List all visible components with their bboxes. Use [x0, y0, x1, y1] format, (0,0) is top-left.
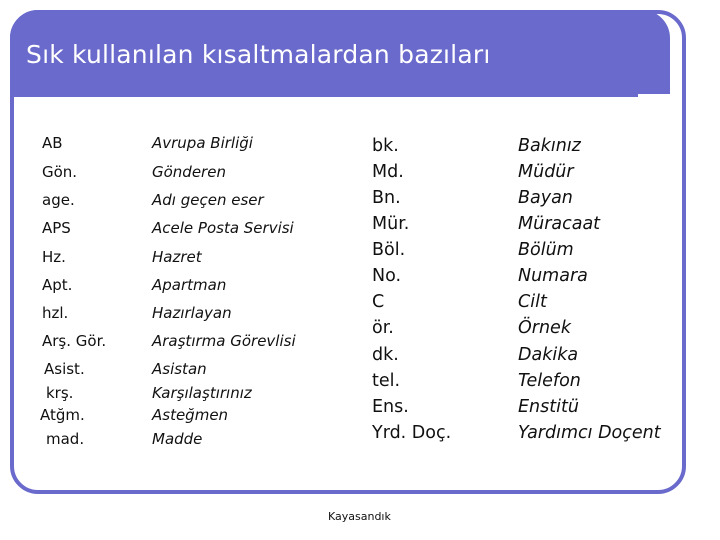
- footer-author: Kayasandık: [328, 510, 391, 523]
- left-abbr-0: AB: [42, 134, 63, 152]
- left-meaning-9: Karşılaştırınız: [152, 384, 252, 402]
- left-meaning-7: Araştırma Görevlisi: [152, 332, 296, 350]
- right-meaning-6: Cilt: [518, 292, 547, 312]
- left-meaning-1: Gönderen: [152, 163, 226, 181]
- left-abbr-7: Arş. Gör.: [42, 332, 107, 350]
- right-abbr-0: bk.: [372, 136, 399, 156]
- right-abbr-6: C: [372, 292, 385, 312]
- left-abbr-11: mad.: [46, 430, 85, 448]
- left-meaning-5: Apartman: [152, 276, 227, 294]
- left-abbr-3: APS: [42, 219, 71, 237]
- right-abbr-9: tel.: [372, 371, 401, 391]
- right-meaning-10: Enstitü: [518, 397, 579, 417]
- right-abbr-5: No.: [372, 266, 402, 286]
- left-meaning-4: Hazret: [152, 248, 202, 266]
- left-abbr-1: Gön.: [42, 163, 78, 181]
- slide-title: Sık kullanılan kısaltmalardan bazıları: [26, 40, 491, 69]
- right-meaning-7: Örnek: [518, 318, 571, 338]
- right-abbr-8: dk.: [372, 345, 399, 365]
- left-abbr-4: Hz.: [42, 248, 66, 266]
- left-abbr-6: hzl.: [42, 304, 69, 322]
- right-meaning-3: Müracaat: [518, 214, 601, 234]
- right-meaning-4: Bölüm: [518, 240, 574, 260]
- left-meaning-11: Madde: [152, 430, 203, 448]
- left-meaning-6: Hazırlayan: [152, 304, 232, 322]
- right-meaning-0: Bakınız: [518, 136, 581, 156]
- left-abbr-9: krş.: [46, 384, 74, 402]
- right-meaning-8: Dakika: [518, 345, 579, 365]
- left-meaning-10: Asteğmen: [152, 406, 229, 424]
- left-meaning-8: Asistan: [152, 360, 207, 378]
- right-meaning-2: Bayan: [518, 188, 573, 208]
- left-abbr-8: Asist.: [44, 360, 85, 378]
- right-meaning-1: Müdür: [518, 162, 574, 182]
- left-abbr-10: Atğm.: [40, 406, 85, 424]
- left-meaning-0: Avrupa Birliği: [152, 134, 253, 152]
- left-abbr-2: age.: [42, 191, 75, 209]
- right-abbr-4: Böl.: [372, 240, 406, 260]
- right-meaning-9: Telefon: [518, 371, 581, 391]
- left-meaning-3: Acele Posta Servisi: [152, 219, 294, 237]
- left-abbr-5: Apt.: [42, 276, 73, 294]
- title-underline: [14, 94, 638, 97]
- left-meaning-2: Adı geçen eser: [152, 191, 264, 209]
- right-abbr-11: Yrd. Doç.: [372, 423, 452, 443]
- right-abbr-7: ör.: [372, 318, 394, 338]
- right-meaning-11: Yardımcı Doçent: [518, 423, 661, 443]
- right-abbr-10: Ens.: [372, 397, 409, 417]
- right-abbr-2: Bn.: [372, 188, 401, 208]
- right-abbr-1: Md.: [372, 162, 404, 182]
- right-abbr-3: Mür.: [372, 214, 410, 234]
- right-meaning-5: Numara: [518, 266, 588, 286]
